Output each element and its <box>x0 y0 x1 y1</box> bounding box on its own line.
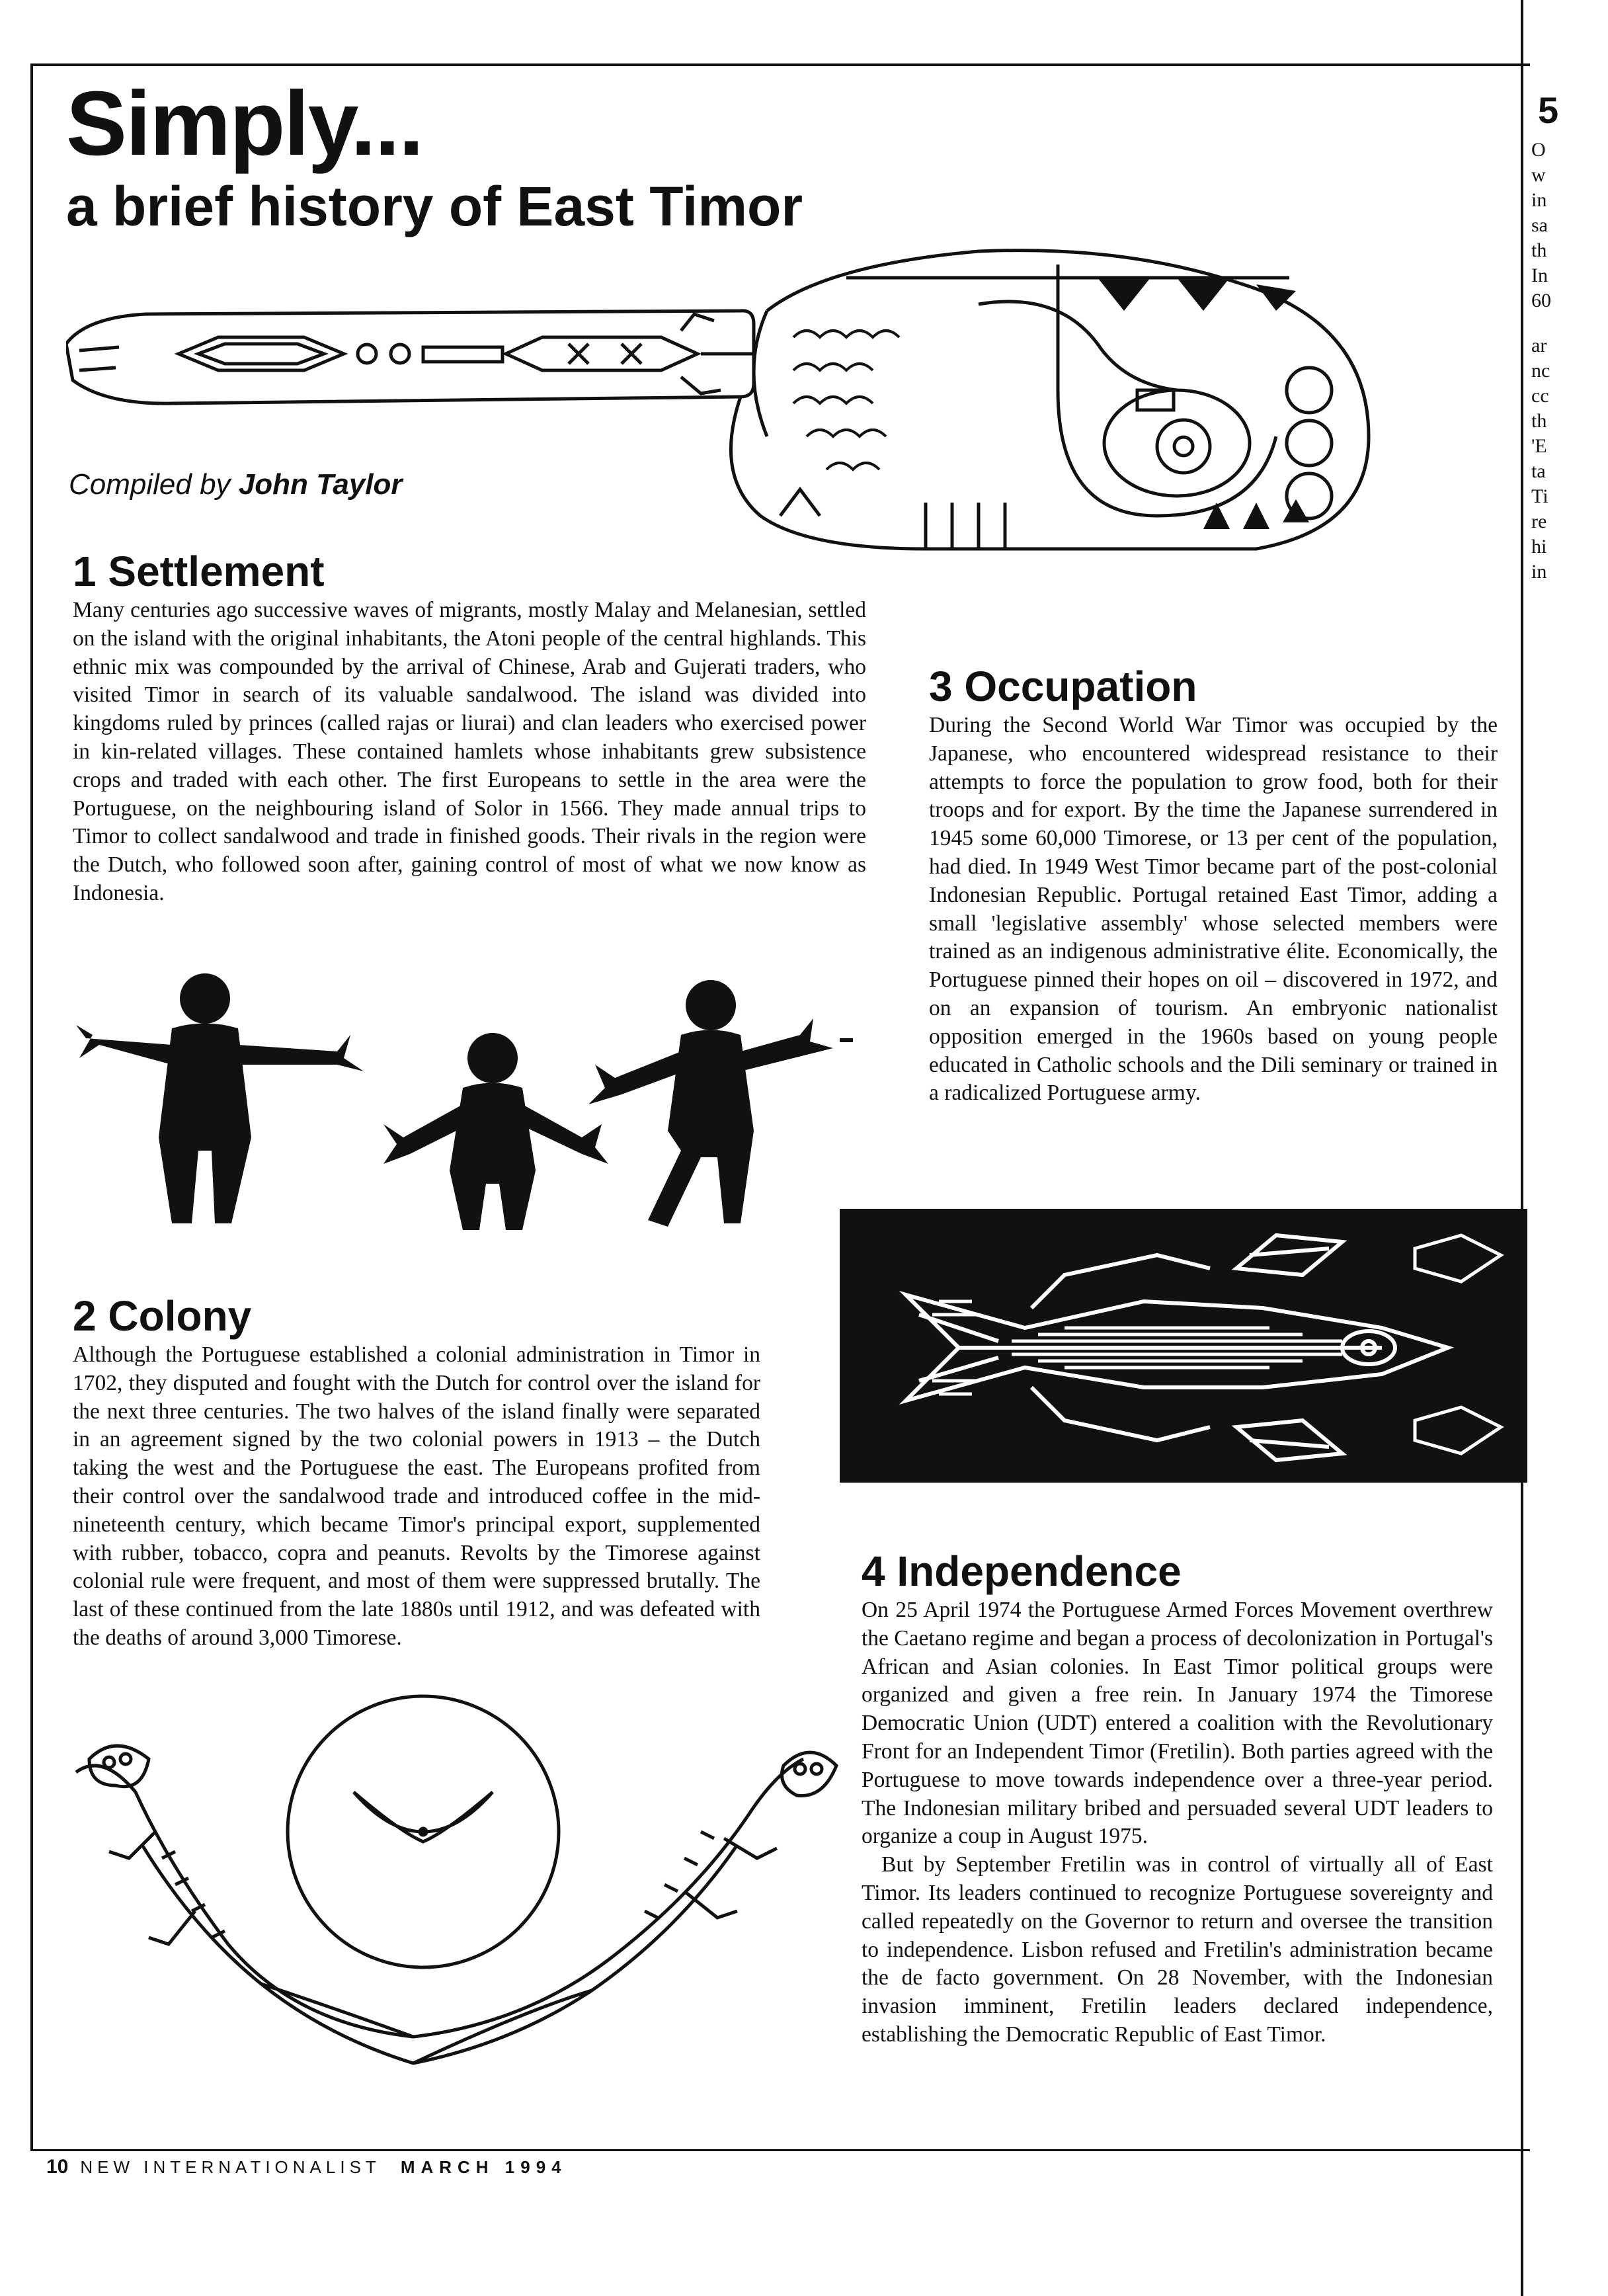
fragment: re <box>1531 511 1547 532</box>
byline-prefix: Compiled by <box>69 468 231 501</box>
fragment: Ti <box>1531 485 1548 507</box>
publication-name: NEW INTERNATIONALIST <box>80 2157 381 2177</box>
byline-author: John Taylor <box>238 468 403 501</box>
section-1-paragraph: Many centuries ago successive waves of migrants, mostly Malay and Melanesian, settled on the island with the original inhabitants, the Atoni people of the central highlands. This ethnic mix was compounded by the arrival of Chinese, Arab and Gujerati traders, who visited Timor in search of its valuable sandalwood. The island was divided into kingdoms ruled by princes (called rajas or liurai) and clan leaders who exercised power in kin-related villages. These contained hamlets whose inhabitants grew subsistence crops and traded with each other. The first Europeans to settle in the area were the Portuguese, on the neighbouring island of Solor in 1566. They made annual trips to Timor to collect sandalwood and trade in finished goods. Their rivals in the region were the Dutch, who followed soon after, gaining control of most of what we now know as Indonesia. <box>73 598 866 905</box>
section-3-paragraph: During the Second World War Timor was occupied by the Japanese, who encountered widespread resistance to their attempts to force the population to grow food, both for their troops and for export. By the time the Japanese surrendered in 1945 some 60,000 Timorese, or 13 per cent of the population, had died. In 1949 West Timor became part of the post-colonial Indonesian Republic. Portugal retained East Timor, adding a small 'legislative assembly' whose selected members were trained as an indigenous administrative élite. Economically, the Portuguese pinned their hopes on oil – discovered in 1972, and on an expansion of tourism. An embryonic nationalist opposition emerged in the 1960s based on young people educated in Catholic schools and the Dili seminary or trained in a radicalized Portuguese army. <box>929 713 1498 1106</box>
page-title: Simply... <box>66 73 423 175</box>
page-number: 10 <box>46 2156 69 2178</box>
section-2-heading: 2 Colony <box>73 1292 252 1340</box>
page-footer <box>46 2156 567 2178</box>
adjacent-section-number: 5 <box>1538 89 1559 131</box>
fragment: In <box>1531 265 1548 286</box>
fragment: ta <box>1531 460 1546 482</box>
section-2-paragraph: Although the Portuguese established a colonial administration in Timor in 1702, they disputed and fought with the Dutch for control over the island for the next three centuries. The two halves of the island finally were separated in an agreement signed by the two colonial powers in 1913 – the Dutch taking the west and the Portuguese the east. The Europeans profited from their control over the sandalwood trade and introduced coffee in the mid-nineteenth century, which became Timor's principal export, supplemented with rubber, tobacco, copra and peanuts. Revolts by the Timorese against colonial rule were frequent, and most of them were suppressed brutally. The last of these continued from the late 1880s until 1912, and was defeated with the deaths of around 3,000 Timorese. <box>73 1342 760 1650</box>
woven-textile-illustration <box>840 1209 1527 1483</box>
section-4-heading: 4 Independence <box>862 1547 1182 1595</box>
section-3-heading: 3 Occupation <box>929 663 1197 710</box>
fragment: 'E <box>1531 435 1547 457</box>
page-subtitle: a brief history of East Timor <box>66 175 803 237</box>
fragment: 60 <box>1531 290 1551 311</box>
fragment: ar <box>1531 335 1547 356</box>
fragment: O <box>1531 139 1546 161</box>
section-1-body <box>73 596 866 908</box>
section-2-body <box>73 1341 760 1653</box>
page-gutter-rule <box>1521 0 1523 2296</box>
dancing-figures-illustration <box>73 972 866 1237</box>
fragment: in <box>1531 189 1547 211</box>
fragment: in <box>1531 561 1547 583</box>
section-4-body <box>862 1596 1493 2049</box>
fragment: th <box>1531 410 1547 432</box>
fragment: w <box>1531 164 1546 186</box>
issue-date: MARCH 1994 <box>400 2157 567 2177</box>
byline <box>69 468 403 501</box>
fragment: nc <box>1531 360 1550 382</box>
fragment: hi <box>1531 536 1547 557</box>
section-4-paragraph-2: But by September Fretilin was in control of virtually all of East Timor. Its leaders continued to recognize Portuguese sovereignty and called repeatedly on the Governor to return and oversee the transition to independence. Lisbon refused and Fretilin's administration became the de facto government. On 28 November, with the Indonesian invasion imminent, Fretilin leaders declared independence, establishing the Democratic Republic of East Timor. <box>862 1852 1493 2047</box>
section-4-paragraph-1: On 25 April 1974 the Portuguese Armed Forces Movement overthrew the Caetano regime and began a process of decolonization in Portugal's African and Asian colonies. In East Timor political groups were organized and given a free rein. In January 1974 the Timorese Democratic Union (UDT) entered a coalition with the Revolutionary Front for an Independent Timor (Fretilin). Both parties agreed with the Portuguese to move towards independence over a three-year period. The Indonesian military bribed and persuaded several UDT leaders to organize a coup in August 1975. <box>862 1598 1493 1849</box>
fragment: sa <box>1531 214 1548 236</box>
carved-crocodile-illustration <box>66 238 1388 582</box>
moon-and-lizards-illustration <box>63 1693 850 2103</box>
section-1-heading: 1 Settlement <box>73 548 325 595</box>
adjacent-page-fragments <box>1531 138 1604 585</box>
fragment: cc <box>1531 385 1549 407</box>
section-3-body <box>929 712 1498 1108</box>
fragment: th <box>1531 239 1547 261</box>
